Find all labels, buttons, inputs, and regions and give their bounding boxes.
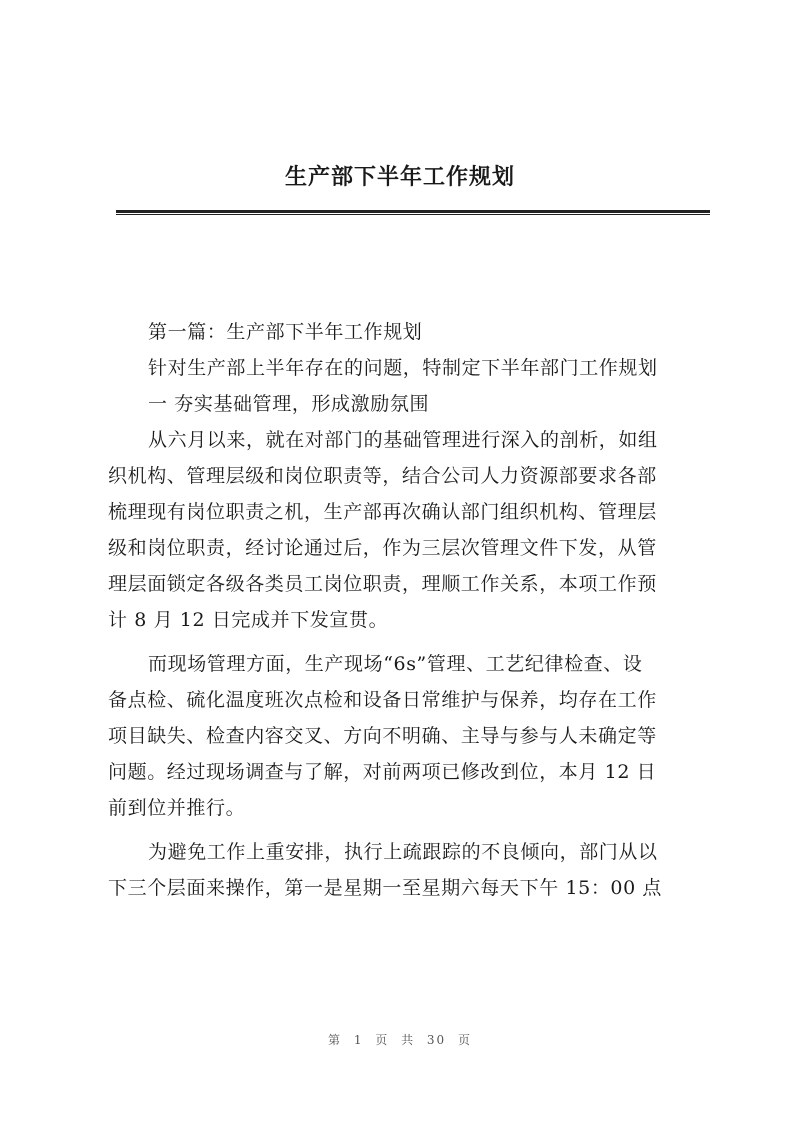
- paragraph-line: 问题。经过现场调查与了解，对前两项已修改到位，本月 12 日: [108, 761, 657, 783]
- paragraph-line: 项目缺失、检查内容交叉、方向不明确、主导与参与人未确定等: [108, 725, 657, 747]
- paragraph-line: 织机构、管理层级和岗位职责等，结合公司人力资源部要求各部: [108, 465, 657, 487]
- subsection-heading: 一 夯实基础管理，形成激励氛围: [148, 393, 430, 415]
- document-title: 生产部下半年工作规划: [284, 165, 515, 190]
- document-body: [108, 314, 712, 906]
- paragraph-line: 下三个层面来操作，第一是星期一至星期六每天下午 15：00 点: [108, 877, 663, 899]
- section-heading: 第一篇：生产部下半年工作规划: [148, 321, 423, 343]
- title-divider: [116, 210, 710, 215]
- paragraph-line: 从六月以来，就在对部门的基础管理进行深入的剖析，如组: [148, 429, 658, 451]
- paragraph-line: 理层面锁定各级各类员工岗位职责，理顺工作关系，本项工作预: [108, 573, 657, 595]
- paragraph-line: 而现场管理方面，生产现场“6s”管理、工艺纪律检查、设: [148, 653, 643, 675]
- paragraph-line: 级和岗位职责，经讨论通过后，作为三层次管理文件下发，从管: [108, 537, 657, 559]
- paragraph-line: 备点检、硫化温度班次点检和设备日常维护与保养，均存在工作: [108, 689, 657, 711]
- page-number-footer: 第 1 页 共 30 页: [328, 1033, 472, 1047]
- paragraph-line: 梳理现有岗位职责之机，生产部再次确认部门组织机构、管理层: [108, 501, 657, 523]
- paragraph-line: 计 8 月 12 日完成并下发宣贯。: [108, 609, 389, 631]
- paragraph-line: 为避免工作上重安排，执行上疏跟踪的不良倾向，部门从以: [148, 841, 658, 863]
- paragraph-line: 针对生产部上半年存在的问题，特制定下半年部门工作规划: [148, 357, 658, 379]
- paragraph-line: 前到位并推行。: [108, 797, 246, 819]
